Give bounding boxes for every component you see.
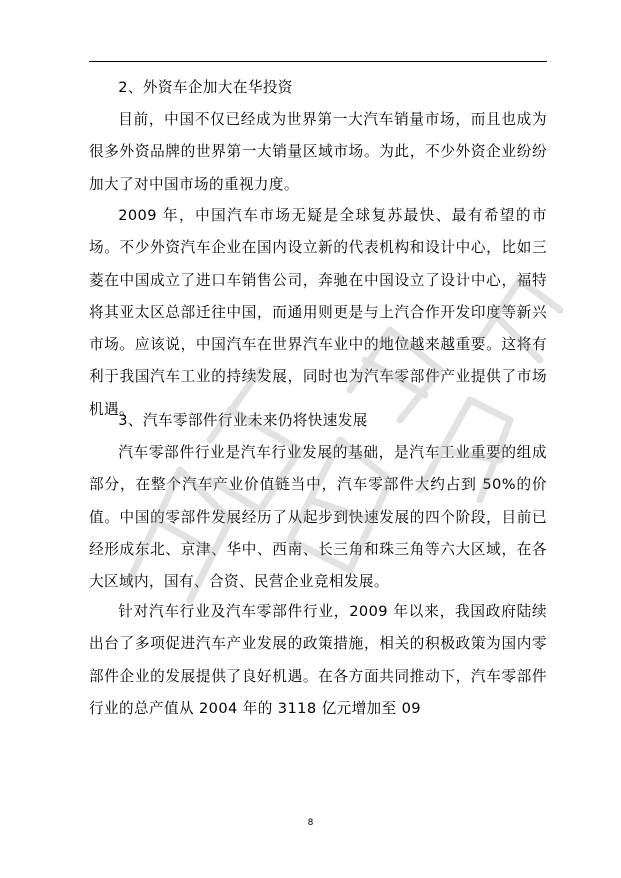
- header-rule: [89, 61, 547, 62]
- section-heading-2: 2、外资车企加大在华投资: [118, 79, 293, 96]
- paragraph-3: 汽车零部件行业是汽车行业发展的基础，是汽车工业重要的组成部分，在整个汽车产业价值链当中，汽车零部件大约占到 50%的价值。中国的零部件发展经历了从起步到快速发展的四个阶段，目前已经形成东北、京津、华中、西南、长三角和珠三角等六大区域，在各大区域内，国有、合资、民营企业竞相发展。: [89, 444, 547, 591]
- paragraph-2: 2009 年，中国汽车市场无疑是全球复苏最快、最有希望的市场。不少外资汽车企业在国内设立新的代表机构和设计中心，比如三菱在中国成立了进口车销售公司，奔驰在中国设立了设计中心，福特将其亚太区总部迁往中国，而通用则更是与上汽合作开发印度等新兴市场。应该说，中国汽车在世界汽车业中的地位越来越重要。这将有利于我国汽车工业的持续发展，同时也为汽车零部件产业提供了市场机遇。: [89, 207, 547, 418]
- section-heading-3: 3、汽车零部件行业未来仍将快速发展: [118, 412, 368, 429]
- paragraph-1: 目前，中国不仅已经成为世界第一大汽车销量市场，而且也成为很多外资品牌的世界第一大销量区域市场。为此，不少外资企业纷纷加大了对中国市场的重视力度。: [89, 111, 547, 193]
- page-number: 8: [307, 818, 314, 828]
- paragraph-4: 针对汽车行业及汽车零部件行业，2009 年以来，我国政府陆续出台了多项促进汽车产业发展的政策措施，相关的积极政策为国内零部件企业的发展提供了良好机遇。在各方面共同推动下，汽车零部件行业的总产值从 2004 年的 3118 亿元增加至 09: [89, 603, 547, 717]
